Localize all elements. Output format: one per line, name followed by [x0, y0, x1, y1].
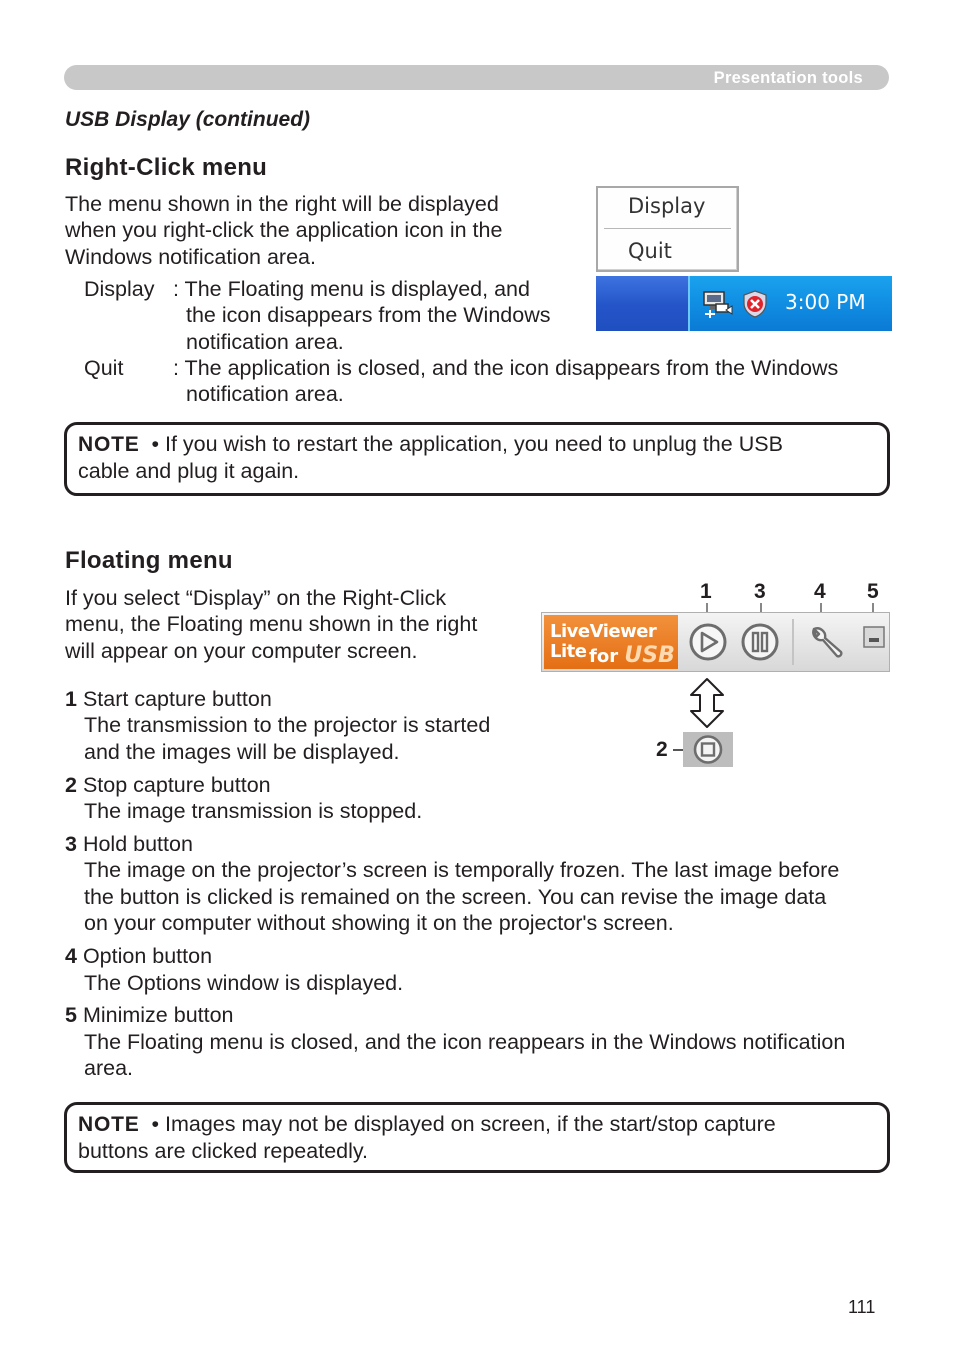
option-button[interactable] [804, 623, 846, 669]
item-desc: The Options window is displayed. [84, 970, 404, 995]
list-item [65, 772, 895, 825]
floating-menu-figure [541, 612, 890, 672]
menu-item-display[interactable]: Display [628, 194, 706, 218]
item-number: 4 [65, 944, 77, 969]
item-desc: The image on the projector’s screen is temporally frozen. The last image before [84, 858, 840, 883]
quit-term: Quit [84, 356, 124, 380]
app-tray-icon[interactable] [702, 290, 736, 324]
item-number: 3 [65, 832, 77, 857]
section-subtitle: USB Display (continued) [65, 108, 311, 131]
display-term: Display [84, 277, 155, 301]
start-capture-button[interactable] [687, 622, 729, 668]
right-click-heading: Right-Click menu [65, 154, 268, 181]
liveviewer-logo [544, 615, 678, 669]
item-desc: on your computer without showing it on the projector's screen. [84, 911, 674, 936]
item-desc: The image transmission is stopped. [84, 799, 423, 824]
context-menu-figure [596, 186, 739, 272]
floating-intro [65, 585, 525, 664]
menu-separator [604, 228, 731, 229]
note-label: NOTE [78, 433, 140, 456]
menu-item-quit[interactable]: Quit [628, 239, 672, 263]
floating-menu-heading: Floating menu [65, 547, 233, 574]
toolbar-divider [792, 619, 794, 665]
item-number: 2 [65, 772, 77, 797]
header-title: Presentation tools [713, 69, 863, 87]
list-item [65, 1002, 895, 1081]
button-list [65, 686, 895, 1082]
item-desc: the button is clicked is remained on the screen. You can revise the image data [84, 884, 827, 909]
note-box [64, 422, 890, 496]
logo-title: LiveViewer Lite [550, 621, 657, 662]
callout-number: 5 [867, 580, 879, 603]
logo-subtitle [589, 645, 675, 668]
hold-button[interactable] [739, 622, 781, 668]
item-title: Option button [82, 944, 213, 969]
callout-number: 4 [814, 580, 826, 603]
play-icon [687, 622, 729, 662]
definition-line: : The application is closed, and the icon disappears from the Windows [173, 356, 839, 380]
display-definition [173, 276, 573, 355]
minimize-icon [862, 625, 886, 649]
note-text: buttons are clicked repeatedly. [78, 1139, 369, 1164]
definition-line: the icon disappears from the Windows [186, 303, 551, 328]
note-text: cable and plug it again. [78, 459, 300, 484]
tray-clock[interactable]: 3:00 PM [785, 290, 866, 314]
note-label: NOTE [78, 1113, 140, 1136]
minimize-button[interactable] [862, 625, 886, 655]
note-text: • Images may not be displayed on screen, if the start/stop capture [151, 1112, 776, 1136]
item-title: Start capture button [82, 687, 272, 711]
definition-line: : The Floating menu is displayed, and [173, 277, 530, 301]
item-number: 5 [65, 1003, 77, 1028]
intro-line: If you select “Display” on the Right-Click [65, 586, 447, 610]
notification-area [688, 276, 892, 331]
definition-line: notification area. [186, 382, 344, 407]
intro-line: menu, the Floating menu shown in the right [65, 612, 478, 637]
item-desc: The transmission to the projector is started [84, 713, 491, 738]
right-click-intro [65, 191, 585, 270]
definition-line: notification area. [186, 329, 344, 354]
item-title: Stop capture button [82, 772, 271, 797]
intro-line: will appear on your computer screen. [65, 638, 418, 663]
item-number: 1 [65, 687, 77, 711]
quit-definition [173, 355, 893, 408]
intro-line: The menu shown in the right will be displayed [65, 192, 499, 216]
callout-number: 1 [700, 580, 712, 603]
list-item [65, 831, 895, 937]
item-desc: The Floating menu is closed, and the icon reappears in the Windows notification [84, 1029, 846, 1054]
note-text: • If you wish to restart the application, you need to unplug the USB [151, 432, 783, 456]
pause-icon [739, 622, 781, 662]
intro-line: Windows notification area. [65, 244, 316, 269]
logo-for: for [589, 646, 619, 667]
list-item [65, 686, 895, 765]
header-bar [64, 65, 889, 90]
security-shield-icon[interactable] [742, 289, 768, 325]
list-item [65, 943, 895, 996]
wrench-icon [804, 623, 846, 663]
page-number: 111 [848, 1297, 876, 1317]
note-box [64, 1102, 890, 1173]
item-desc: and the images will be displayed. [84, 739, 400, 764]
item-desc: area. [84, 1056, 134, 1081]
item-title: Minimize button [82, 1003, 234, 1028]
item-title: Hold button [82, 832, 193, 857]
intro-line: when you right-click the application icon in the [65, 218, 503, 243]
logo-usb: USB [624, 643, 675, 668]
callout-number: 2 [656, 738, 668, 761]
callout-number: 3 [754, 580, 766, 603]
taskbar-figure [596, 276, 890, 331]
